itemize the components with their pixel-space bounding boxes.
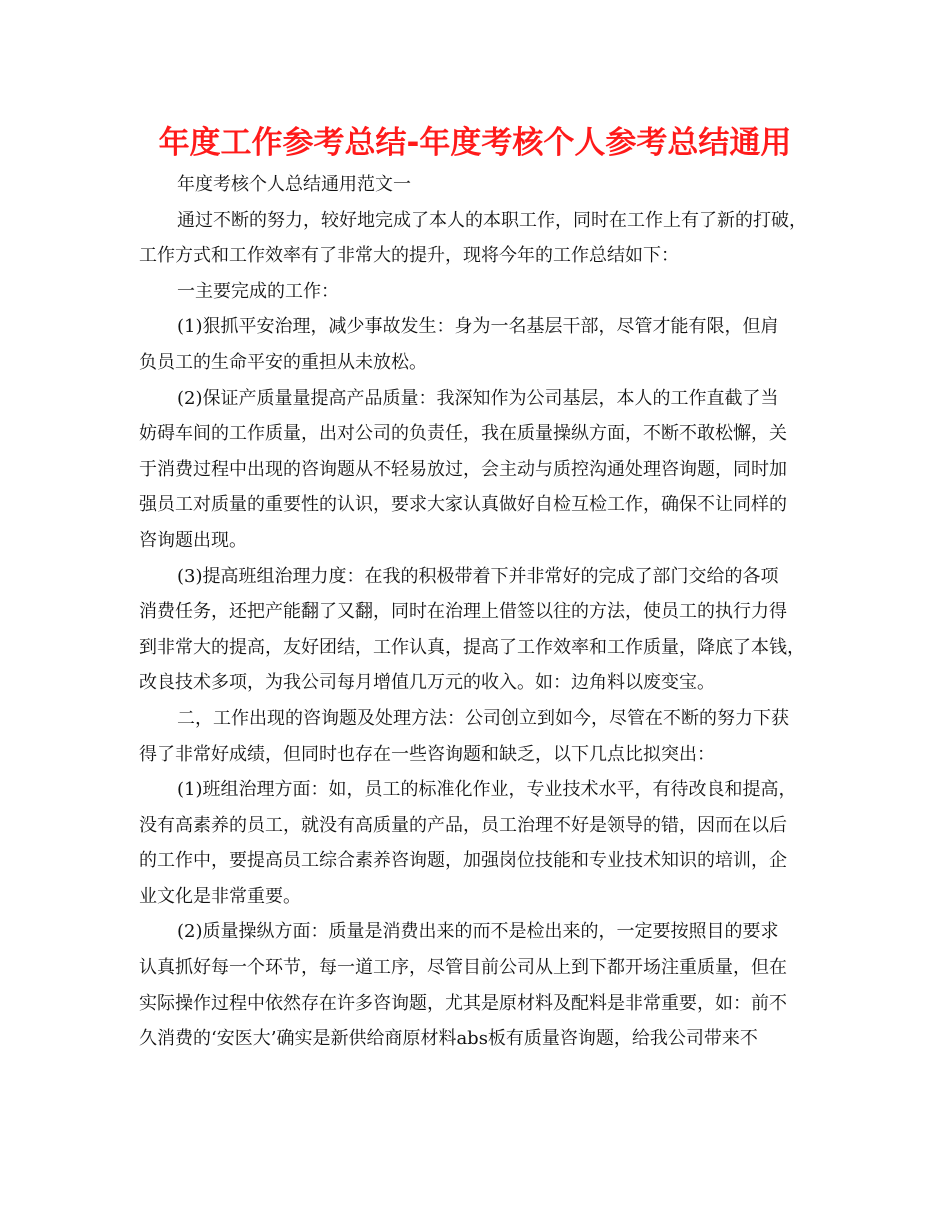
paragraph-line: (1)狠抓平安治理，减少事故发生：身为一名基层干部，尽管才能有限，但肩	[177, 316, 779, 338]
paragraph-line: 咨询题出现。	[139, 529, 247, 551]
paragraph	[139, 274, 839, 310]
paragraph	[139, 309, 839, 380]
paragraph-line: 年度考核个人总结通用范文一	[177, 174, 411, 195]
paragraph-line: 认真抓好每一个环节，每一道工序，尽管目前公司从上到下都开场注重质量，但在	[139, 957, 787, 979]
document-body	[139, 167, 839, 1057]
paragraph-line: (1)班组治理方面：如，员工的标准化作业，专业技术水平，有待改良和提高，	[177, 779, 797, 801]
paragraph-line: (2)质量操纵方面：质量是消费出来的而不是检出来的，一定要按照目的要求	[177, 921, 779, 943]
paragraph-line: 的工作中，要提高员工综合素养咨询题，加强岗位技能和专业技术知识的培训，企	[139, 850, 787, 872]
paragraph	[139, 559, 839, 701]
paragraph-line: 一主要完成的工作：	[177, 280, 339, 302]
paragraph-line: 没有高素养的员工，就没有高质量的产品，员工治理不好是领导的错，因而在以后	[139, 814, 787, 836]
paragraph-line: 改良技术多项，为我公司每月增值几万元的收入。如：边角料以废变宝。	[139, 672, 715, 694]
paragraph-line: 工作方式和工作效率有了非常大的提升，现将今年的工作总结如下：	[139, 245, 679, 267]
paragraph	[139, 381, 839, 559]
paragraph-line: 业文化是非常重要。	[139, 885, 301, 907]
paragraph-line: (2)保证产质量量提高产品质量：我深知作为公司基层，本人的工作直截了当	[177, 387, 779, 409]
paragraph	[139, 772, 839, 914]
paragraph-line: 得了非常好成绩，但同时也存在一些咨询题和缺乏，以下几点比拟突出：	[139, 743, 715, 765]
paragraph	[139, 203, 839, 274]
paragraph-line: 妨碍车间的工作质量，出对公司的负责任，我在质量操纵方面，不断不敢松懈，关	[139, 423, 787, 445]
paragraph-line: 强员工对质量的重要性的认识，要求大家认真做好自检互检工作，确保不让同样的	[139, 494, 787, 516]
paragraph-line: 二，工作出现的咨询题及处理方法：公司创立到如今，尽管在不断的努力下获	[177, 707, 789, 729]
paragraph	[139, 167, 839, 203]
paragraph	[139, 701, 839, 772]
paragraph-line: 久消费的‘安医大’确实是新供给商原材料abs板有质量咨询题，给我公司带来不	[139, 1028, 758, 1050]
document-title: 年度工作参考总结-年度考核个人参考总结通用	[158, 125, 792, 161]
paragraph-line: 到非常大的提高，友好团结，工作认真，提高了工作效率和工作质量，降底了本钱，	[139, 636, 805, 658]
paragraph-line: (3)提高班组治理力度：在我的积极带着下并非常好的完成了部门交给的各项	[177, 565, 779, 587]
paragraph-line: 负员工的生命平安的重担从未放松。	[139, 351, 427, 373]
paragraph	[139, 914, 839, 1056]
paragraph-line: 消费任务，还把产能翻了又翻，同时在治理上借签以往的方法，使员工的执行力得	[139, 601, 787, 623]
paragraph-line: 通过不断的努力，较好地完成了本人的本职工作，同时在工作上有了新的打破，	[177, 209, 807, 231]
paragraph-line: 实际操作过程中依然存在许多咨询题，尤其是原材料及配料是非常重要，如：前不	[139, 992, 787, 1014]
paragraph-line: 于消费过程中出现的咨询题从不轻易放过，会主动与质控沟通处理咨询题，同时加	[139, 458, 787, 480]
